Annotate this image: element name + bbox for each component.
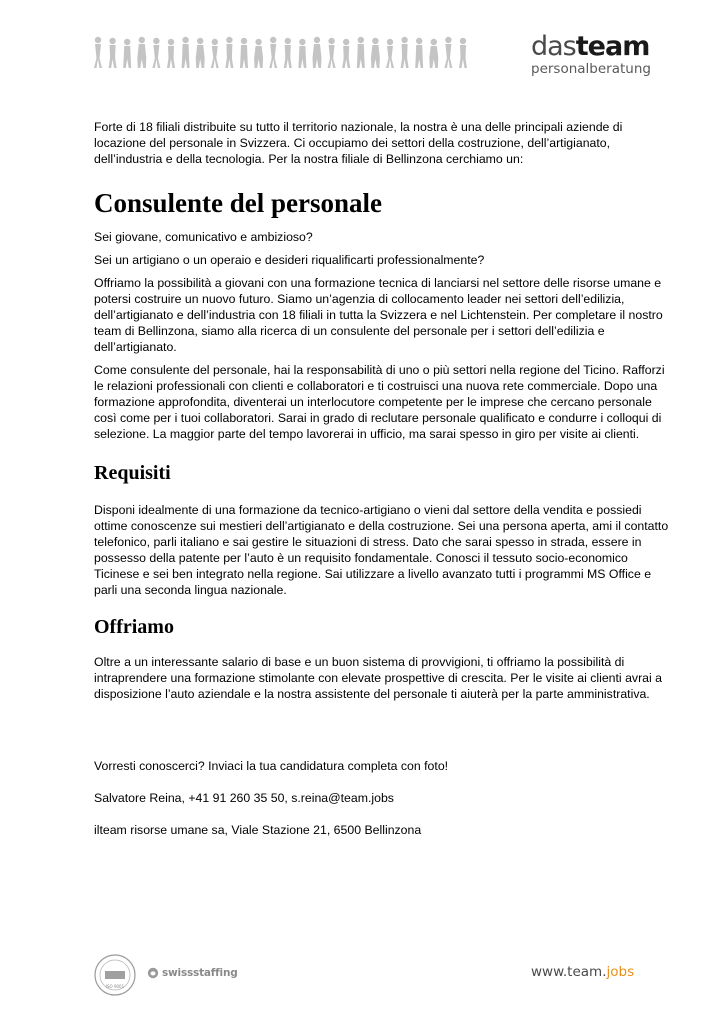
worker-figure-icon xyxy=(313,37,322,68)
we-offer-paragraph: Oltre a un interessante salario di base e un buon sistema di provvigioni, ti offriamo la possibilità di intraprendere una formazione stimolante con elevate prospettive di crescita. Per le visite ai clienti avrai a disposizione l’auto aziendale e la nostra assistente del personale ti aiuterà per la parte amministrativa. xyxy=(94,655,662,701)
worker-figure-icon xyxy=(254,39,263,68)
intro-paragraph: Forte di 18 filiali distribuite su tutto il territorio nazionale, la nostra è una delle principali aziende di locazione del personale in Svizzera. Ci occupiamo dei settori della costruzione, dell’artigianato, dell’industria e della tecnologia. Per la nostra filiale di Bellinzona cerchiamo un: xyxy=(94,120,623,166)
role-paragraph: Come consulente del personale, hai la responsabilità di uno o più settori nella regione del Ticino. Rafforzi le relazioni professionali con clienti e collaboratori e ti costruisci una nuova rete commerciale. Dopo una formazione approfondita, diventerai un interlocutore competente per le imprese che cercano personale così come per i tuoi collaboratori. Sarai in grado di reclutare personale qualificato e condurre i colloqui di selezione. La maggior parte del tempo lavorerai in ufficio, ma sarai spesso in giro per visite ai clienti. xyxy=(94,363,665,441)
worker-figure-icon xyxy=(386,39,394,68)
worker-figure-icon xyxy=(152,38,160,68)
question-2: Sei un artigiano o un operaio e desideri riqualificarti professionalmente? xyxy=(94,253,485,267)
worker-figure-icon xyxy=(284,38,292,68)
contact-cta: Vorresti conoscerci? Inviaci la tua candidatura completa con foto! xyxy=(94,759,449,773)
worker-figure-icon xyxy=(371,38,380,68)
worker-figure-icon xyxy=(211,39,219,68)
contact-company: ilteam risorse umane sa, Viale Stazione 21, 6500 Bellinzona xyxy=(94,823,422,837)
worker-figure-icon xyxy=(167,39,175,68)
requirements-heading: Requisiti xyxy=(94,462,171,484)
worker-figure-icon xyxy=(357,37,365,68)
worker-figure-icon xyxy=(415,38,423,68)
worker-figure-icon xyxy=(182,37,190,68)
certification-seal-icon xyxy=(93,953,137,997)
seal-text: ISO 9001 xyxy=(105,984,125,989)
worker-figure-icon xyxy=(459,38,467,68)
worker-figure-icon xyxy=(123,39,131,68)
offer-paragraph: Offriamo la possibilità a giovani con una formazione tecnica di lanciarsi nel settore delle risorse umane e potersi costruire un nuovo futuro. Siamo un’agenzia di collocamento leader nei settori dell’edilizia, dell’artigianato e dell’industria con 18 filiali in tutta la Svizzera e nel Lichtenstein. Per completare il nostro team di Bellinzona, siamo alla ricerca di un consulente del personale per i settori dell’edilizia e dell’artigianato. xyxy=(94,276,663,354)
worker-figure-icon xyxy=(298,39,306,68)
worker-figure-icon xyxy=(109,38,117,68)
worker-figure-icon xyxy=(444,37,452,68)
brand-logo xyxy=(531,32,671,77)
worker-figure-icon xyxy=(429,39,438,68)
brand-subtitle: personalberatung xyxy=(531,61,651,77)
contact-person: Salvatore Reina, +41 91 260 35 50, s.reina@team.jobs xyxy=(94,791,394,805)
job-ad-content xyxy=(94,119,676,838)
worker-figure-icon xyxy=(328,38,336,68)
requirements-paragraph: Disponi idealmente di una formazione da tecnico-artigiano o vieni dal settore della vendita e possiedi ottime conoscenze sui mestieri dell’artigianato e della costruzione. Sei una persona aperta, ami il contatto telefonico, parli italiano e sai gestire le situazioni di stress. Dato che sarai spesso in strada, essere in possesso della patente per l’auto è un requisito fondamentale. Conosci il tessuto socio-economico Ticinese e sei ben integrato nella regione. Sai utilizzare a livello avanzato tutti i programmi MS Office e parli una seconda lingua nazionale. xyxy=(94,503,669,597)
we-offer-heading: Offriamo xyxy=(94,616,174,638)
website-link[interactable]: www.team.jobs xyxy=(531,964,635,980)
swissstaffing-icon xyxy=(147,967,159,979)
worker-figure-icon xyxy=(94,37,102,68)
partner-name: swissstaffing xyxy=(162,967,238,979)
certification-seal xyxy=(93,953,137,1002)
worker-figure-icon xyxy=(401,37,409,68)
swissstaffing-logo xyxy=(147,967,238,979)
job-title: Consulente del personale xyxy=(94,188,383,218)
worker-figure-icon xyxy=(269,37,277,68)
worker-figure-icon xyxy=(196,38,205,68)
question-1: Sei giovane, comunicativo e ambizioso? xyxy=(94,230,313,244)
worker-figure-icon xyxy=(240,38,248,68)
worker-silhouettes-icon xyxy=(90,34,480,70)
worker-figure-icon xyxy=(137,37,146,68)
brand-wordmark: dasteam xyxy=(531,31,650,62)
worker-figures-banner xyxy=(90,34,480,75)
worker-figure-icon xyxy=(342,39,350,68)
worker-figure-icon xyxy=(225,37,233,68)
